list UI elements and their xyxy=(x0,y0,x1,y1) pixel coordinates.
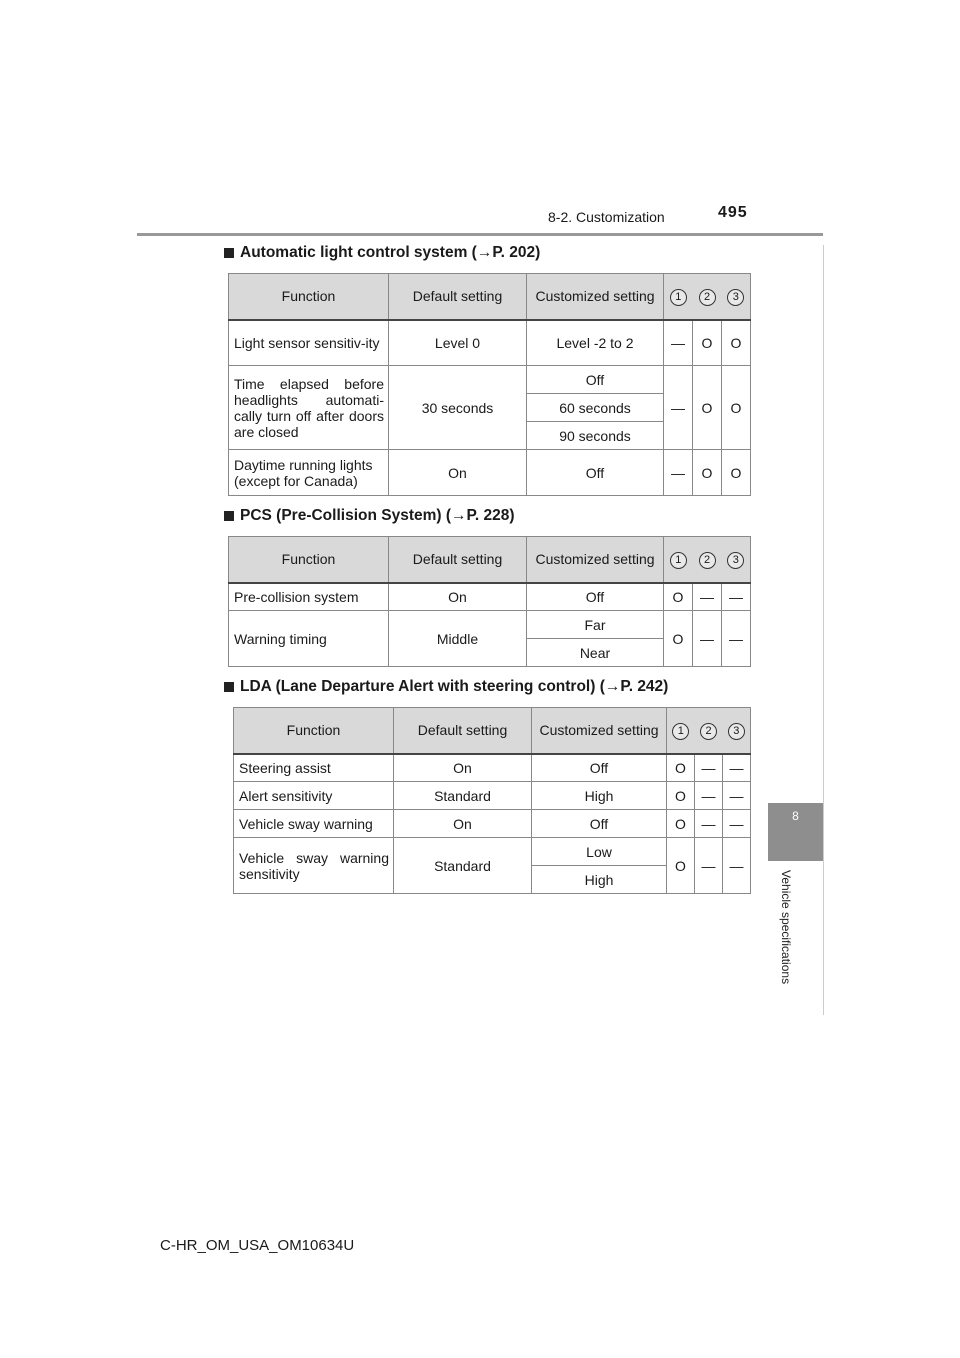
column-header-2 xyxy=(695,708,723,754)
customized-cell: Near xyxy=(527,639,664,667)
section-title-light-control xyxy=(224,244,540,262)
function-cell: Alert sensitivity xyxy=(234,782,394,810)
column-header-customized: Customized setting xyxy=(527,537,664,583)
column-header-1 xyxy=(667,708,695,754)
default-cell: On xyxy=(389,583,527,611)
table-row xyxy=(229,583,751,611)
column-header-1 xyxy=(664,537,693,583)
col2-cell: — xyxy=(695,782,723,810)
customized-cell: Level -2 to 2 xyxy=(527,320,664,366)
side-divider xyxy=(823,245,824,1015)
pcs-table xyxy=(228,536,751,667)
document-code: C-HR_OM_USA_OM10634U xyxy=(160,1237,355,1254)
column-header-customized: Customized setting xyxy=(532,708,667,754)
header-divider xyxy=(137,233,823,236)
page-reference-link[interactable]: P. 242) xyxy=(620,678,669,695)
page-number: 495 xyxy=(718,204,748,221)
col3-cell: — xyxy=(722,611,751,667)
page-reference-link[interactable]: P. 228) xyxy=(466,507,515,524)
column-header-default: Default setting xyxy=(389,274,527,320)
column-header-3 xyxy=(722,537,751,583)
col3-cell: O xyxy=(722,450,751,496)
circled-1-icon: 1 xyxy=(670,552,687,569)
function-cell: Steering assist xyxy=(234,754,394,782)
default-cell: Middle xyxy=(389,611,527,667)
function-cell: Warning timing xyxy=(229,611,389,667)
section-title-lda xyxy=(224,678,668,696)
section-title-text: PCS (Pre-Collision System) ( xyxy=(240,507,452,524)
lda-table xyxy=(233,707,751,894)
col2-cell: — xyxy=(695,810,723,838)
column-header-function: Function xyxy=(229,537,389,583)
default-cell: Level 0 xyxy=(389,320,527,366)
customized-cell: Low xyxy=(532,838,667,866)
table-row xyxy=(234,782,751,810)
circled-1-icon: 1 xyxy=(670,289,687,306)
col1-cell: O xyxy=(667,810,695,838)
col1-cell: — xyxy=(664,320,693,366)
circled-2-icon: 2 xyxy=(699,552,716,569)
table-row xyxy=(229,450,751,496)
circled-1-icon: 1 xyxy=(672,723,689,740)
col3-cell: — xyxy=(723,838,751,894)
table-row xyxy=(229,366,751,394)
column-header-2 xyxy=(693,537,722,583)
column-header-3 xyxy=(722,274,751,320)
customized-cell: High xyxy=(532,782,667,810)
col2-cell: — xyxy=(695,754,723,782)
table-header-row xyxy=(234,708,751,754)
table-row xyxy=(234,810,751,838)
table-row xyxy=(234,754,751,782)
circled-3-icon: 3 xyxy=(728,723,745,740)
col3-cell: — xyxy=(723,810,751,838)
section-title-text: Automatic light control system ( xyxy=(240,244,477,261)
customized-cell: Far xyxy=(527,611,664,639)
column-header-default: Default setting xyxy=(394,708,532,754)
col3-cell: O xyxy=(722,366,751,450)
column-header-default: Default setting xyxy=(389,537,527,583)
function-cell: Time elapsed before headlights automati-cally turn off after doors are closed xyxy=(229,366,389,450)
default-cell: On xyxy=(394,754,532,782)
customized-cell: Off xyxy=(527,450,664,496)
chapter-label: Vehicle specifications xyxy=(779,870,793,985)
table-row xyxy=(229,320,751,366)
column-header-2 xyxy=(693,274,722,320)
function-cell: Pre-collision system xyxy=(229,583,389,611)
col3-cell: — xyxy=(723,754,751,782)
customized-cell: Off xyxy=(532,810,667,838)
arrow-right-icon: → xyxy=(604,678,621,695)
circled-2-icon: 2 xyxy=(700,723,717,740)
column-header-customized: Customized setting xyxy=(527,274,664,320)
default-cell: Standard xyxy=(394,838,532,894)
table-header-row xyxy=(229,274,751,320)
customized-cell: Off xyxy=(527,583,664,611)
col1-cell: — xyxy=(664,366,693,450)
arrow-right-icon: → xyxy=(451,507,467,524)
column-header-function: Function xyxy=(229,274,389,320)
customized-cell: 90 seconds xyxy=(527,422,664,450)
col2-cell: — xyxy=(693,583,722,611)
table-row xyxy=(234,838,751,866)
col2-cell: — xyxy=(693,611,722,667)
section-heading: 8-2. Customization xyxy=(548,209,665,225)
section-title-pcs xyxy=(224,507,515,525)
column-header-3 xyxy=(723,708,751,754)
col3-cell: O xyxy=(722,320,751,366)
col2-cell: — xyxy=(695,838,723,894)
section-title-text: LDA (Lane Departure Alert with steering control) ( xyxy=(240,678,605,695)
col2-cell: O xyxy=(693,366,722,450)
default-cell: 30 seconds xyxy=(389,366,527,450)
column-header-1 xyxy=(664,274,693,320)
col1-cell: — xyxy=(664,450,693,496)
circled-3-icon: 3 xyxy=(727,552,744,569)
col2-cell: O xyxy=(693,450,722,496)
square-bullet-icon xyxy=(224,511,234,521)
col1-cell: O xyxy=(664,583,693,611)
circled-3-icon: 3 xyxy=(727,289,744,306)
col1-cell: O xyxy=(664,611,693,667)
function-cell: Light sensor sensitiv-ity xyxy=(229,320,389,366)
square-bullet-icon xyxy=(224,248,234,258)
col2-cell: O xyxy=(693,320,722,366)
table-row xyxy=(229,611,751,639)
function-cell: Vehicle sway warning sensitivity xyxy=(234,838,394,894)
col1-cell: O xyxy=(667,838,695,894)
page-reference-link[interactable]: P. 202) xyxy=(492,244,541,261)
function-cell: Vehicle sway warning xyxy=(234,810,394,838)
column-header-function: Function xyxy=(234,708,394,754)
customized-cell: Off xyxy=(527,366,664,394)
light-control-table xyxy=(228,273,751,496)
arrow-right-icon: → xyxy=(476,244,493,261)
col3-cell: — xyxy=(723,782,751,810)
square-bullet-icon xyxy=(224,682,234,692)
chapter-tab[interactable]: 8 xyxy=(768,803,823,861)
default-cell: On xyxy=(389,450,527,496)
col3-cell: — xyxy=(722,583,751,611)
circled-2-icon: 2 xyxy=(699,289,716,306)
col1-cell: O xyxy=(667,782,695,810)
col1-cell: O xyxy=(667,754,695,782)
customized-cell: Off xyxy=(532,754,667,782)
table-header-row xyxy=(229,537,751,583)
customized-cell: High xyxy=(532,866,667,894)
function-cell: Daytime running lights (except for Canada) xyxy=(229,450,389,496)
default-cell: On xyxy=(394,810,532,838)
default-cell: Standard xyxy=(394,782,532,810)
customized-cell: 60 seconds xyxy=(527,394,664,422)
